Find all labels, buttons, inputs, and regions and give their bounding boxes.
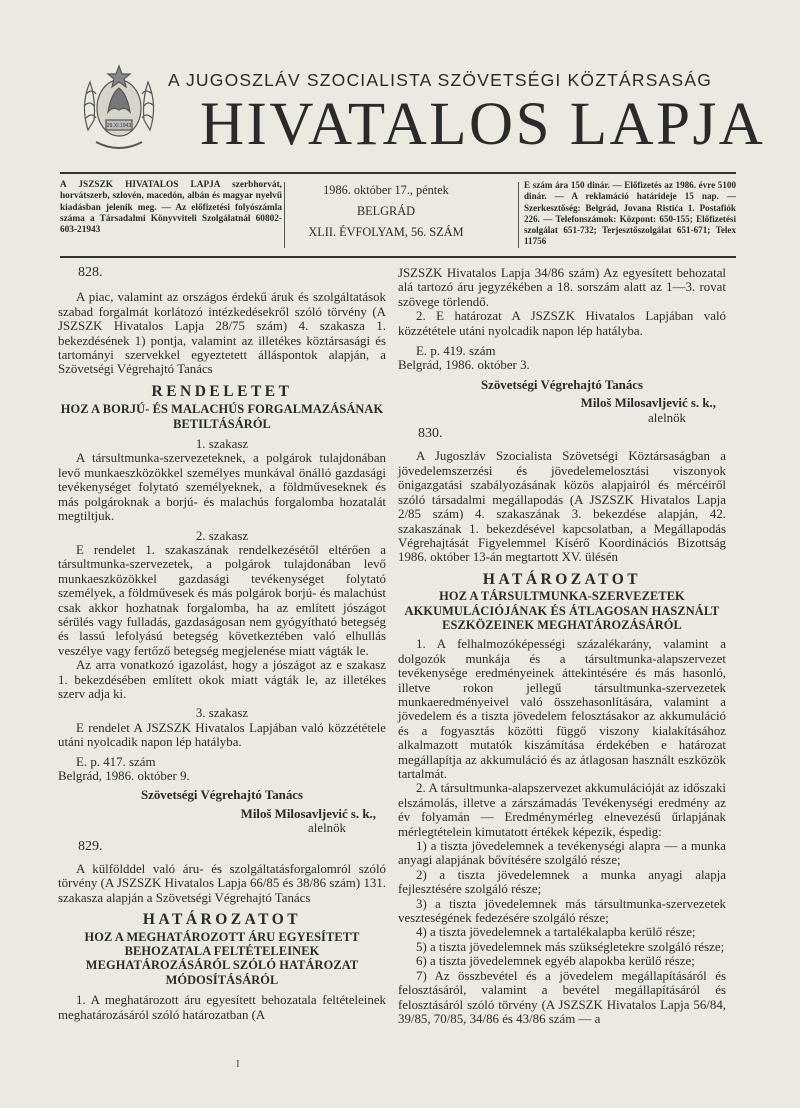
- item-830-point-2: 2. A társultmunka-alapszervezet akkumulációját az időszaki elszámolás, illetve a zárszámadás Tevékenységi eredmény az év folyamán — Eredménymérleg elnevezésű űrlapjának mérlegtételein kimutatott értékek képezik, éspedig:: [398, 781, 726, 839]
- item-830-list-6: 6) a tiszta jövedelemnek egyéb alapokba kerülő része;: [416, 954, 695, 969]
- item-828-section-2-text: E rendelet 1. szakaszának rendelkezésétől eltérően a társultmunka-szervezetek, a polgárok tulajdonában levő munkaeszközökkel gazdasági tevékenységet folytató személyek, a földművesek és más polgárok borjú- és malachúst csak akkor hozhatnak forgalomba, ha az említett jószágot sérülés vagy fulladás, gazdaságosan nem gyógyítható betegség és lassú lefolyású betegség következtében való elhullás veszélye vagy fertőző betegség megjelenése miatt vágták le.: [58, 542, 386, 658]
- item-828-role: alelnök: [308, 821, 346, 836]
- item-829-council: Szövetségi Végrehajtó Tanács: [480, 377, 644, 392]
- svg-text:29.XI.1943: 29.XI.1943: [106, 123, 132, 129]
- right-column: [398, 266, 726, 1026]
- item-828-section-1: 1. szakasz: [195, 437, 249, 452]
- item-830-list-1: 1) a tiszta jövedelemnek a tevékenységi alapra — a munka anyagi alapjának bővítésére szolgáló része;: [398, 839, 726, 868]
- item-828-ep: E. p. 417. szám: [76, 754, 156, 769]
- issue-info: [288, 180, 484, 243]
- publication-title: HIVATALOS LAPJA: [200, 91, 766, 158]
- item-828-signer: Miloš Milosavljević s. k.,: [240, 806, 376, 821]
- issue-date: 1986. október 17., péntek: [323, 183, 449, 197]
- item-829-signer: Miloš Milosavljević s. k.,: [580, 396, 716, 411]
- item-829-role: alelnök: [648, 410, 686, 425]
- item-829-ep: E. p. 419. szám: [416, 344, 496, 359]
- issue-volume: XLII. ÉVFOLYAM, 56. SZÁM: [308, 225, 464, 239]
- item-829-intro: A külfölddel való áru- és szolgáltatásforgalomról szóló törvény (A JSZSZK Hivatalos Lapja 66/85 és 38/86 szám) 131. szakasza alapján a Szövetségi Végrehajtó Tanács: [58, 862, 386, 905]
- item-830-resolution-label: HATÁROZATOT: [482, 570, 642, 588]
- item-830-number: 830.: [418, 426, 443, 442]
- item-830-list-7: 7) Az összbevétel és a jövedelem megállapításáról és felosztásáról, valamint a bevétel megállapításáról és felosztásáról szóló törvény (A JSZSZK Hivatalos Lapja 56/84, 39/85, 70/85, 34/86 és 43/86 szám — a: [398, 968, 726, 1026]
- left-column: [58, 266, 386, 1022]
- header-divider-right: [518, 182, 519, 248]
- item-829-point-1: 1. A meghatározott áru egyesített behozatala feltételeinek meghatározásáról szóló határozatban (A: [58, 993, 386, 1022]
- item-830-intro: A Jugoszláv Szocialista Szövetségi Köztársaságban a jövedelemszerzési és jövedelemelosztási viszonyok önigazgatási szabályozásának közös alapjairól és mércéiről szóló társadalmi megállapodás (A JSZSZK Hivatalos Lapja 2/85 szám) 4. szakaszának 3. bekezdése alapján, 42. szakaszának 1. bekezdésével kapcsolatban, a Megállapodás Végrehajtását Figyelemmel Kísérő Koordinációs Bizottság 1986. október 13-án megtartott XV. ülésén: [398, 449, 726, 565]
- item-828-section-2-text2: Az arra vonatkozó igazolást, hogy a jószágot az e szakasz 1. bekezdésében említett okok miatt vágták le, az illetékes szerv adja ki.: [58, 658, 386, 701]
- item-828-section-3: 3. szakasz: [195, 706, 249, 721]
- item-830-list-4: 4) a tiszta jövedelemnek a tartalékalapba kerülő része;: [416, 925, 696, 940]
- item-830-list-2: 2) a tiszta jövedelemnek a munka anyagi alapja fejlesztésére szolgáló része;: [398, 867, 726, 897]
- item-828-date: Belgrád, 1986. október 9.: [58, 769, 190, 783]
- country-heading: A JUGOSZLÁV SZOCIALISTA SZÖVETSÉGI KÖZTÁRSASÁG: [168, 70, 713, 90]
- issue-place: BELGRÁD: [356, 204, 416, 218]
- item-830-point-1: 1. A felhalmozóképességi százalékarány, valamint a dolgozók munkája és a társultmunka-alapszervezet tevékenysége eredményeinek áttekintésére és más hasonló, illetve rokon jellegű társultmunka-szervezetek munkaeredményeivel való összehasonlítására, valamint a jövedelem és a tiszta jövedelem felosztásakor az akkumuláció és a fogyasztás közötti függő viszony kialakításához alkalmazott mutatók kiszámítása érdekében e határozat megállapítja az akkumuláció és az átlagosan használt eszközök tartalmát.: [398, 637, 726, 781]
- item-828-title: HOZ A BORJÚ- ÉS MALACHÚS FORGALMAZÁSÁNAK BETILTÁSÁRÓL: [60, 402, 384, 431]
- header-top-rule: [60, 172, 736, 174]
- price-contact-info: E szám ára 150 dinár. — Előfizetés az 1986. évre 5100 dinár. — A reklamáció határideje 15 nap. — Szerkesztőség: Belgrád, Jovana Ristića 1. Postafiók 226. — Telefonszámok: Központ: 650-155; Előfizetési szolgálat 651-732; Terjesztőszolgálat 651-671; Telex 11756: [524, 180, 736, 247]
- item-828-section-2: 2. szakasz: [195, 528, 249, 543]
- header-bottom-rule: [60, 256, 736, 258]
- header-divider-left: [284, 182, 285, 248]
- coat-of-arms-emblem: [76, 60, 162, 156]
- item-829-point-2: 2. E határozat A JSZSZK Hivatalos Lapjában való közzététele utáni nyolcadik napon lép hatályba.: [398, 309, 726, 338]
- item-828-council: Szövetségi Végrehajtó Tanács: [140, 788, 304, 803]
- item-829-number: 829.: [78, 838, 103, 854]
- item-830-list-5: 5) a tiszta jövedelemnek más szükségletekre szolgáló része;: [416, 939, 725, 954]
- item-829-resolution-label: HATÁROZATOT: [142, 911, 302, 929]
- publication-info: A JSZSZK HIVATALOS LAPJA szerbhorvát, horvátszerb, szlovén, macedón, albán és magyar nyelvű kiadásban jelenik meg. — Az előfizetési folyószámla száma a Társadalmi Könyvviteli Szolgálatnál 60802-603-21943: [60, 180, 282, 236]
- item-828-number: 828.: [78, 265, 103, 280]
- item-830-list-3: 3) a tiszta jövedelemnek más társultmunka-szervezetek veszteségének fedezésére szolgáló része;: [398, 896, 726, 926]
- item-828-decree-label: RENDELETET: [151, 382, 293, 400]
- page-footer-mark: I: [236, 1058, 240, 1070]
- item-829-continuation: JSZSZK Hivatalos Lapja 34/86 szám) Az egyesített behozatal alá tartozó áru jegyzékében a 18. sorszám alatt az 1—3. rovat szövege törlendő.: [398, 266, 726, 309]
- item-830-title: HOZ A TÁRSULTMUNKA-SZERVEZETEK AKKUMULÁCIÓJÁNAK ÉS ÁTLAGOSAN HASZNÁLT ESZKÖZEINEK MEGHATÁROZÁSÁRÓL: [404, 589, 720, 632]
- item-828-section-3-text: E rendelet A JSZSZK Hivatalos Lapjában való közzététele utáni nyolcadik napon lép hatályba.: [58, 720, 386, 750]
- item-828-section-1-text: A társultmunka-szervezeteknek, a polgárok tulajdonában levő munkaeszközökkel személyes munkával önálló gazdasági tevékenységet folytató személyeknek, a földműveseknek és más polgároknak a borjú- és malachús forgalomba hozatalát megtiltjuk.: [58, 451, 386, 524]
- item-829-date: Belgrád, 1986. október 3.: [398, 358, 530, 373]
- item-829-title: HOZ A MEGHATÁROZOTT ÁRU EGYESÍTETT BEHOZATALA FELTÉTELEINEK MEGHATÁROZÁSÁRÓL SZÓLÓ HATÁROZAT MÓDOSÍTÁSÁRÓL: [84, 929, 360, 987]
- item-828-intro: A piac, valamint az országos érdekű áruk és szolgáltatások szabad forgalmát korlátozó intézkedésekről szóló törvény (A JSZSZK Hivatalos Lapja 28/75 szám) 4. szakasza 1. bekezdésének 1) pontja, valamint az illetékes köztársasági és tartományi szervekkel egyeztetett álláspontok alapján, a Szövetségi Végrehajtó Tanács: [58, 290, 386, 377]
